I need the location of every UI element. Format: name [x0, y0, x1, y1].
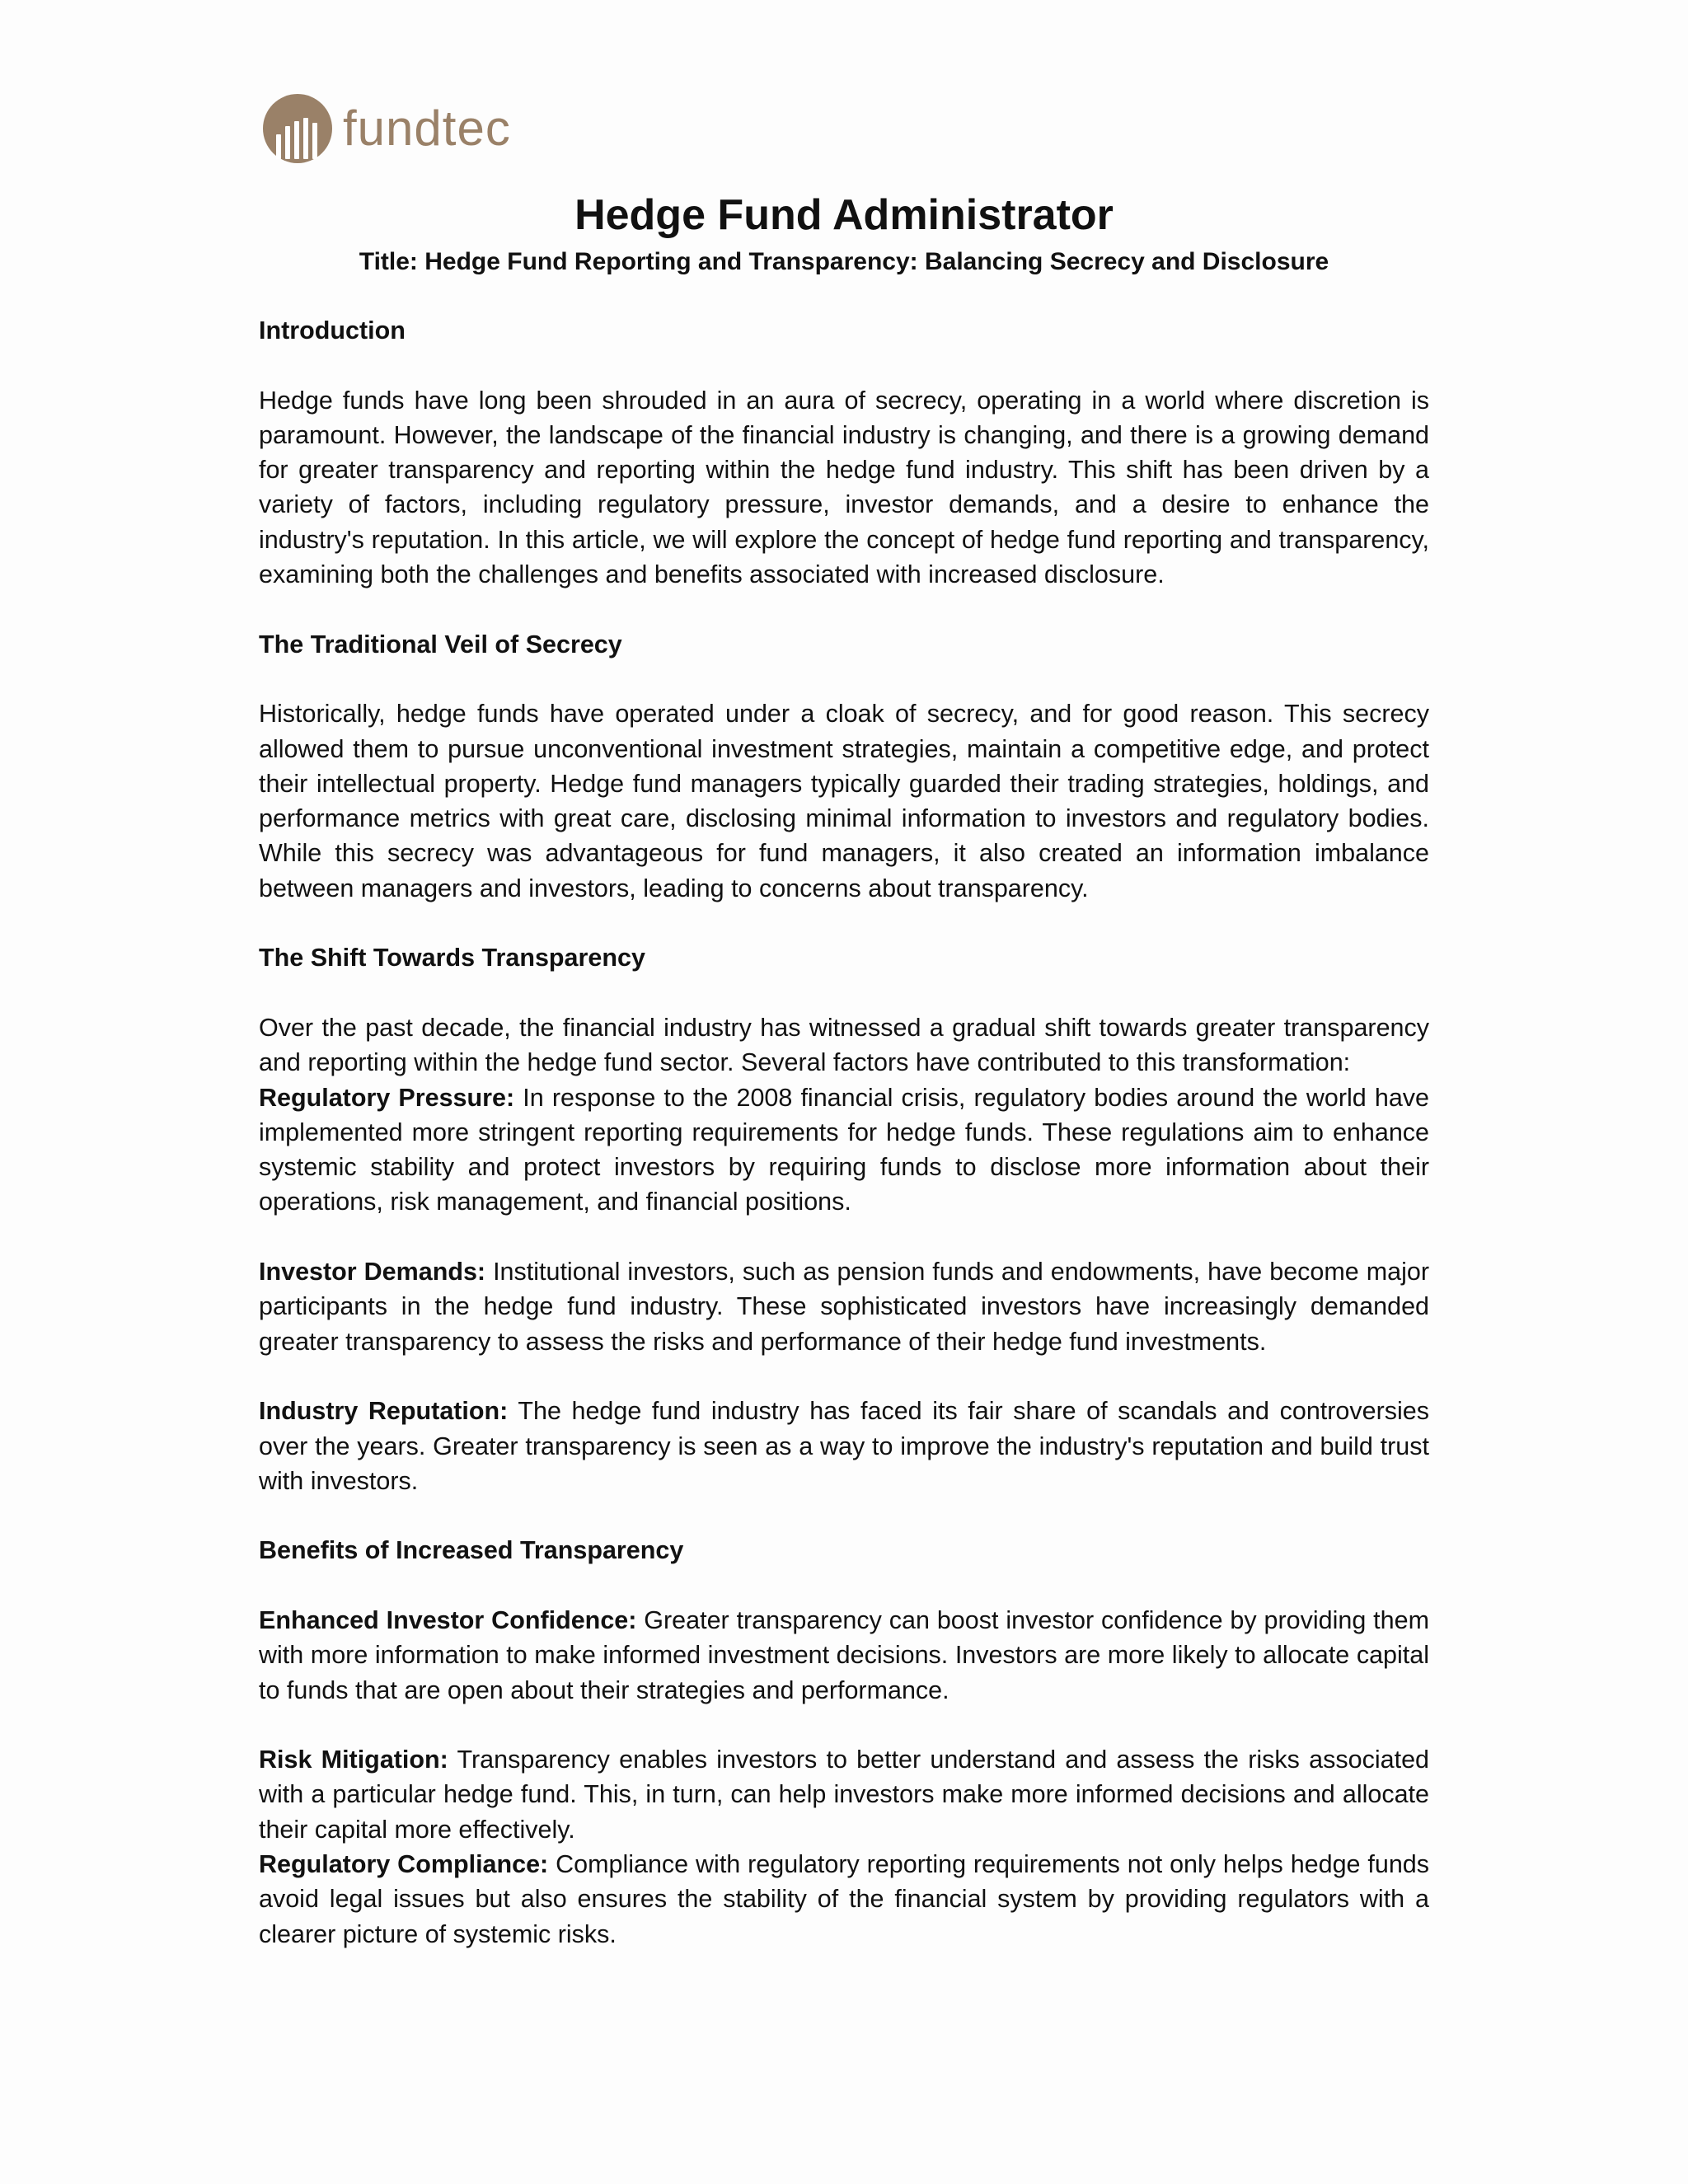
regulatory-pressure-label: Regulatory Pressure: — [259, 1083, 515, 1112]
industry-reputation-label: Industry Reputation: — [259, 1397, 509, 1426]
regulatory-pressure-text: In response to the 2008 financial crisis, regulatory bodies around the world have implemented more stringent reporting requirements for hedge funds. These regulations aim to enhance systemic stability and protect investors by requiring funds to disclose more information about their operations, risk management, and financial positions. — [259, 1083, 1430, 1216]
risk-mitigation-paragraph — [259, 1742, 1429, 1847]
veil-paragraph: Historically, hedge funds have operated under a cloak of secrecy, and for good reason. This secrecy allowed them to pursue unconventional investment strategies, maintain a competitive edge, and protect their intellectual property. Hedge fund managers typically guarded their trading strategies, holdings, and performance metrics with great care, disclosing minimal information to investors and regulatory bodies. While this secrecy was advantageous for fund managers, it also created an information imbalance between managers and investors, leading to concerns about transparency. — [259, 700, 1429, 902]
industry-reputation-paragraph — [259, 1394, 1429, 1498]
investor-confidence-paragraph — [259, 1603, 1429, 1708]
regulatory-compliance-paragraph — [259, 1847, 1429, 1952]
page-title: Hedge Fund Administrator — [574, 191, 1114, 239]
section-heading-introduction: Introduction — [259, 316, 406, 344]
investor-demands-paragraph — [259, 1254, 1429, 1359]
regulatory-pressure-paragraph — [259, 1080, 1429, 1220]
logo-text: fundtec — [343, 101, 511, 156]
shift-paragraph: Over the past decade, the financial industry has witnessed a gradual shift towards greater transparency and reporting within the hedge fund sector. Several factors have contributed to this transformation: — [259, 1013, 1429, 1077]
risk-mitigation-text: Transparency enables investors to better understand and assess the risks associated with a particular hedge fund. This, in turn, can help investors make more informed decisions and allocate their capital more effectively. — [259, 1746, 1429, 1844]
regulatory-compliance-label: Regulatory Compliance: — [259, 1850, 549, 1879]
investor-confidence-label: Enhanced Investor Confidence: — [259, 1605, 637, 1634]
section-heading-traditional-veil: The Traditional Veil of Secrecy — [259, 630, 622, 658]
investor-demands-text: Institutional investors, such as pension funds and endowments, have become major participants in the hedge fund industry. These sophisticated investors have increasingly demanded greater transparency to assess the risks and performance of their hedge fund investments. — [259, 1258, 1430, 1356]
risk-mitigation-label: Risk Mitigation: — [259, 1746, 448, 1774]
section-heading-shift: The Shift Towards Transparency — [259, 944, 645, 972]
intro-paragraph: Hedge funds have long been shrouded in an aura of secrecy, operating in a world where discretion is paramount. However, the landscape of the financial industry is changing, and there is a growing demand for greater transparency and reporting within the hedge fund industry. This shift has been driven by a variety of factors, including regulatory pressure, investor demands, and a desire to enhance the industry's reputation. In this article, we will explore the concept of hedge fund reporting and transparency, examining both the challenges and benefits associated with increased disclosure. — [259, 386, 1429, 589]
investor-demands-label: Investor Demands: — [259, 1258, 486, 1286]
page-subtitle: Title: Hedge Fund Reporting and Transparency: Balancing Secrecy and Disclosure — [359, 248, 1329, 275]
industry-reputation-text: The hedge fund industry has faced its fair share of scandals and controversies over the years. Greater transparency is seen as a way to improve the industry's reputation and build trust with investors. — [259, 1397, 1429, 1495]
investor-confidence-text: Greater transparency can boost investor confidence by providing them with more information to make informed investment decisions. Investors are more likely to allocate capital to funds that are open about their strategies and performance. — [259, 1605, 1429, 1704]
fundtec-logo — [262, 92, 511, 165]
regulatory-compliance-text: Compliance with regulatory reporting requirements not only helps hedge funds avoid legal issues but also ensures the stability of the financial system by providing regulators with a clearer picture of systemic risks. — [259, 1850, 1429, 1948]
fundtec-logo-mark-icon — [262, 93, 333, 164]
section-heading-benefits: Benefits of Increased Transparency — [259, 1536, 684, 1565]
article-body — [259, 313, 1429, 1986]
